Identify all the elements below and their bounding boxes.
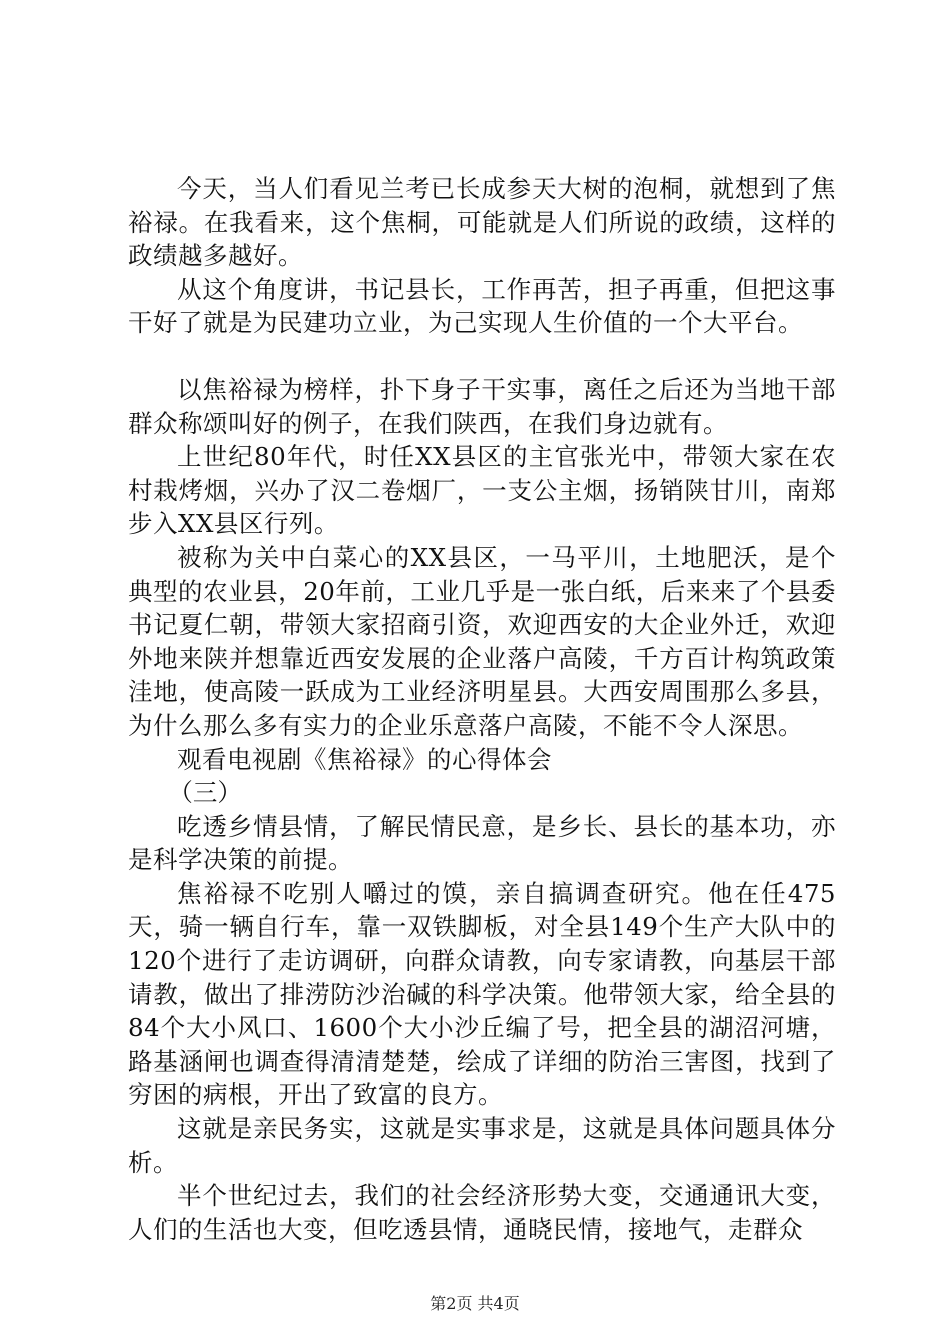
paragraph-7: 焦裕禄不吃别人嚼过的馍，亲自搞调查研究。他在任475天，骑一辆自行车，靠一双铁脚板，对全县149个生产大队中的120个进行了走访调研，向群众请教，向专家请教，向基层干部请教，做出了排涝防沙治碱的科学决策。他带领大家，给全县的84个大小风口、1600个大小沙丘编了号，把全县的湖沼河塘，路基涵闸也调查得清清楚楚，绘成了详细的防治三害图，找到了穷困的病根，开出了致富的良方。 <box>128 878 836 1110</box>
paragraph-8: 这就是亲民务实，这就是实事求是，这就是具体问题具体分析。 <box>128 1114 836 1177</box>
document-body <box>128 172 836 1246</box>
paragraph-3: 以焦裕禄为榜样，扑下身子干实事，离任之后还为当地干部群众称颂叫好的例子，在我们陕西，在我们身边就有。 <box>128 374 836 438</box>
paragraph-1: 今天，当人们看见兰考已长成参天大树的泡桐，就想到了焦裕禄。在我看来，这个焦桐，可能就是人们所说的政绩，这样的政绩越多越好。 <box>128 174 836 271</box>
section-number: （三） <box>168 778 242 808</box>
paragraph-4: 上世纪80年代，时任XX县区的主官张光中，带领大家在农村栽烤烟，兴办了汉二卷烟厂，一支公主烟，扬销陕甘川，南郑步入XX县区行列。 <box>128 442 836 539</box>
paragraph-9: 半个世纪过去，我们的社会经济形势大变，交通通讯大变，人们的生活也大变，但吃透县情，通晓民情，接地气，走群众 <box>128 1181 836 1244</box>
paragraph-6: 吃透乡情县情，了解民情民意，是乡长、县长的基本功，亦是科学决策的前提。 <box>128 811 836 875</box>
paragraph-2: 从这个角度讲，书记县长，工作再苦，担子再重，但把这事干好了就是为民建功立业，为己实现人生价值的一个大平台。 <box>128 274 836 338</box>
section-title: 观看电视剧《焦裕禄》的心得体会 <box>177 744 552 774</box>
page-footer: 第2页 共4页 <box>430 1294 520 1313</box>
paragraph-5: 被称为关中白菜心的XX县区，一马平川，土地肥沃，是个典型的农业县，20年前，工业几乎是一张白纸，后来来了个县委书记夏仁朝，带领大家招商引资，欢迎西安的大企业外迁，欢迎外地来陕并想靠近西安发展的企业落户高陵，千方百计构筑政策洼地，使高陵一跃成为工业经济明星县。大西安周围那么多县，为什么那么多有实力的企业乐意落户高陵，不能不令人深思。 <box>128 542 836 740</box>
